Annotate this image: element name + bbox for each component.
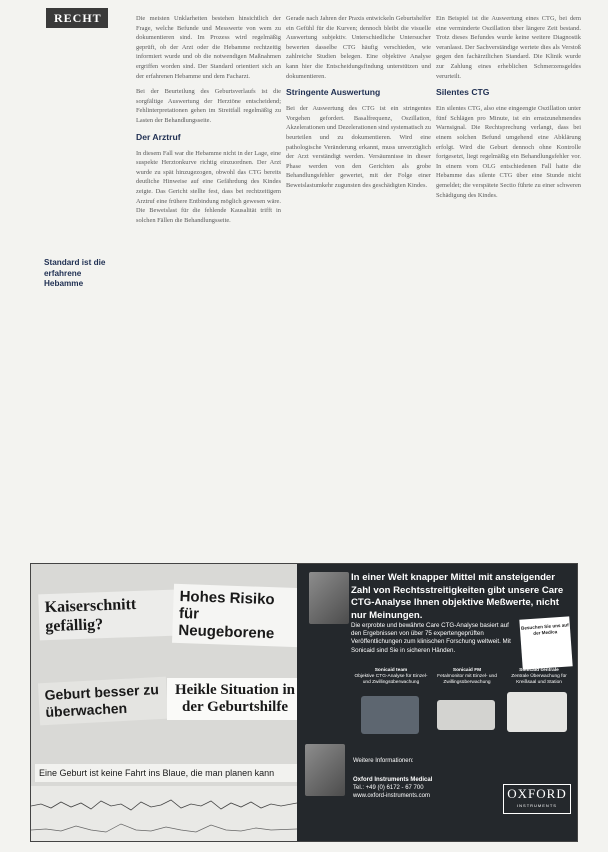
subheading-silentes-ctg: Silentes CTG bbox=[436, 87, 490, 98]
ad-headline: In einer Welt knapper Mittel mit ansteigender Zahl von Rechtsstreitigkeiten gibt unsere Care CTG-Analyse Ihnen objektive Meßwerte, nicht nur Meinungen. bbox=[351, 572, 564, 621]
ad-body: Die erprobte und bewährte Care CTG-Analyse basiert auf den Ergebnissen von über 75 expertengeprüften Veröffentlichungen zum klinischen Forschung weltweit. Mit Sonicaid sind Sie in sicheren Händen. bbox=[351, 622, 511, 654]
subheading-auswertung: Stringente Auswertung bbox=[286, 87, 381, 98]
paragraph: Ein Beispiel ist die Auswertung eines CTG, bei dem eine verminderte Oszillation über längere Zeit bestand. Trotz dieses Befundes wurde keine weitere Diagnostik veranlasst. Der Sachverständige wertete dies als Verstoß gegen den fachärztlichen Standard. Die Klinik wurde zur Zahlung eines erheblichen Schmerzensgeldes verurteilt. bbox=[436, 15, 581, 80]
advertisement[interactable] bbox=[30, 563, 578, 842]
more-info-label: Weitere Informationen: bbox=[353, 758, 414, 764]
headline-scrap: Eine Geburt ist keine Fahrt ins Blaue, die man planen kann bbox=[35, 764, 297, 782]
central-station-icon bbox=[507, 692, 567, 732]
headline-scrap: Heikle Situation in der Geburtshilfe bbox=[167, 678, 297, 720]
ad-product-panel bbox=[297, 564, 577, 841]
subheading-arztruf: Der Arztruf bbox=[136, 131, 181, 142]
logo-wordmark: OXFORD bbox=[507, 786, 567, 801]
product-description: Zentrale Überwachung für Kreißsaal und Station bbox=[511, 674, 567, 686]
paragraph: Ein silentes CTG, also eine eingeengte Oszillation unter fünf Schlägen pro Minute, ist ein ernstzunehmendes Warnsignal. Die Rechtsprechung verlangt, dass bei einem solchen Befund umgehend eine Abklärung erfolgt. Wird die Geburt dennoch ohne Kontrolle fortgesetzt, liegt regelmäßig ein Behandlungsfehler vor. In einem vom OLG entschiedenen Fall hatte die Hebamme das silente CTG über eine Stunde nicht gemeldet; die verspätete Sectio führte zu einer schweren Schädigung des Kindes. bbox=[436, 105, 581, 199]
logo-subtitle: INSTRUMENTS bbox=[517, 803, 557, 808]
midwife-photo bbox=[305, 744, 345, 796]
website-link[interactable]: www.oxford-instruments.com bbox=[353, 793, 431, 799]
headline-scrap: Hohes Risiko für Neugeborene bbox=[172, 584, 297, 648]
ctg-trace-icon bbox=[31, 786, 297, 841]
product-description: Fetalmonitor mit Einzel- und Zwillingsüberwachung bbox=[437, 674, 497, 686]
contact-block bbox=[353, 776, 503, 800]
paragraph: Gerade nach Jahren der Praxis entwickeln Geburtshelfer ein Gefühl für die Kurven; dennoch bleibt die visuelle Auswertung subjektiv. Unterschiedliche Untersucher bewerten dasselbe CTG häufig verschieden, wie zahlreiche Studien belegen. Eine objektive Analyse kann hier die Entscheidungsfindung unterstützen und dokumentieren. bbox=[286, 15, 431, 80]
pull-quote: Standard ist die erfahrene Hebamme bbox=[44, 258, 106, 288]
paragraph: Bei der Beurteilung des Geburtsverlaufs ist die sorgfältige Auswertung der Herztöne entscheidend; Fehlinterpretationen gehen im Streitfall regelmäßig zu Lasten der Behandlungsseite. bbox=[136, 88, 281, 124]
product-description: Objektive CTG-Analyse für Einzel- und Zwillingsüberwachung bbox=[354, 674, 428, 686]
text-column-2 bbox=[286, 14, 431, 554]
monitor-device-icon bbox=[437, 700, 495, 730]
text-column-3 bbox=[436, 14, 581, 554]
headline-scrap: Kaiserschnitt gefällig? bbox=[38, 590, 176, 641]
laptop-device-icon bbox=[361, 696, 419, 734]
medica-badge: Besuchen Sie uns auf der Medica bbox=[519, 616, 572, 669]
product-name: Sonicaid FM bbox=[452, 668, 482, 673]
doctor-photo bbox=[309, 572, 349, 624]
product-label bbox=[353, 668, 429, 687]
headline-scrap: Geburt besser zu überwachen bbox=[38, 677, 168, 726]
company-name: Oxford Instruments Medical bbox=[353, 777, 433, 783]
section-label: RECHT bbox=[46, 8, 108, 28]
product-name: Sonicaid centrale bbox=[519, 668, 559, 673]
paragraph: Bei der Auswertung des CTG ist ein stringentes Vorgehen gefordert. Basalfrequenz, Oszillation, Akzelerationen und Dezelerationen sind systematisch zu beurteilen und zu dokumentieren. Wird eine pathologische Veränderung erkannt, muss unverzüglich der Arzt verständigt werden. Versäumnisse in dieser Phase werden von den Gerichten als grobe Behandlungsfehler gewertet, mit der Folge einer Beweislastumkehr zugunsten des geschädigten Kindes. bbox=[286, 105, 431, 189]
product-label bbox=[501, 668, 577, 687]
ad-collage bbox=[31, 564, 297, 841]
paragraph: Die meisten Unklarheiten bestehen hinsichtlich der Frage, welche Befunde und Messwerte von wem zu dokumentieren sind. Im Prozess wird regelmäßig geprüft, ob der Arzt oder die Hebamme rechtzeitig informiert wurde und ob die notwendigen Maßnahmen ergriffen worden sind. Der Standard orientiert sich an der erfahrenen Hebamme und dem Facharzt. bbox=[136, 15, 281, 80]
product-name: Sonicaid team bbox=[374, 668, 408, 673]
text-column-1 bbox=[136, 14, 281, 554]
paragraph: In diesem Fall war die Hebamme nicht in der Lage, eine suspekte Herztonkurve richtig einzuordnen. Der Arzt wurde zu spät hinzugezogen, obwohl das CTG bereits deutliche Hinweise auf eine Gefährdung des Kindes zeigte. Das Gericht stellte fest, dass bei rechtzeitigem Arztruf eine frühere Entbindung möglich gewesen wäre. Die Beweislast für die fehlende Kausalität trifft in solchen Fällen die Behandlungsseite. bbox=[136, 149, 281, 224]
oxford-logo bbox=[503, 784, 571, 814]
product-label bbox=[429, 668, 505, 687]
phone-number: Tel.: +49 (0) 6172 - 67 700 bbox=[353, 785, 424, 791]
